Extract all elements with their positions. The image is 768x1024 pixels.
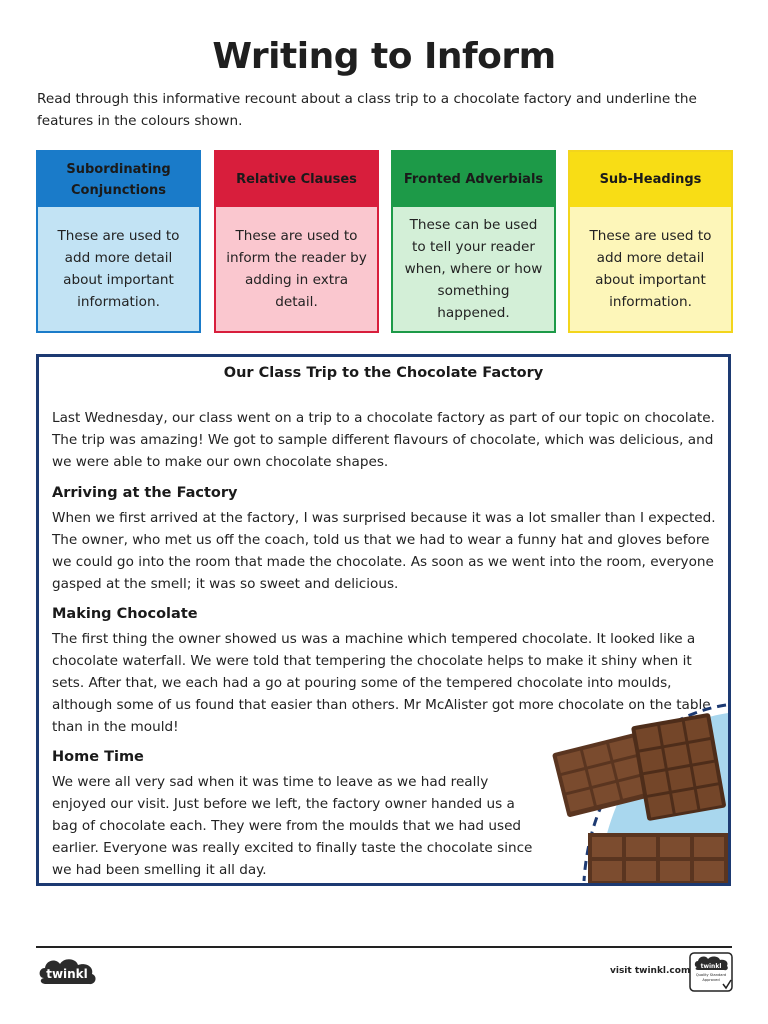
logo-text: twinkl <box>46 967 88 981</box>
subheading-making: Making Chocolate <box>52 606 198 622</box>
feature-key <box>36 150 733 333</box>
recount-intro: Last Wednesday, our class went on a trip to a chocolate factory as part of our topic on chocolate. The trip was amazing! We got to sample different flavours of chocolate, which was delicious, and we were able to make our own chocolate shapes. <box>52 410 715 470</box>
instructions: Read through this informative recount about a class trip to a chocolate factory and underline the features in the colours shown. <box>37 91 697 129</box>
recount-title: Our Class Trip to the Chocolate Factory <box>223 365 544 381</box>
footer-divider <box>36 946 732 948</box>
subheading-home-time: Home Time <box>52 749 144 765</box>
section-making-text: The first thing the owner showed us was a machine which tempered chocolate. It looked like a chocolate waterfall. We were told that tempering the chocolate helps to make it shiny when it sets. After that, we each had a go at pouring some of the tempered chocolate into moulds, although some of us found that easier than others. Mr McAlister got more chocolate on the table than in the mould! <box>52 631 711 735</box>
svg-text:twinkl: twinkl <box>700 963 722 970</box>
key-heading: Subordinating Conjunctions <box>38 152 199 207</box>
key-heading: Sub-Headings <box>570 152 731 207</box>
chocolate-bars-illustration <box>538 703 728 883</box>
key-subordinating-conjunctions <box>36 150 201 333</box>
key-description: These can be used to tell your reader when, where or how something happened. <box>393 207 554 331</box>
section-home-time-text: We were all very sad when it was time to leave as we had really enjoyed our visit. Just before we left, the factory owner handed us a bag of chocolate each. They were from the moulds that we had used earlier. Everyone was really excited to finally taste the chocolate since we had been smelling it all day. <box>52 774 533 878</box>
twinkl-logo <box>36 954 100 988</box>
key-heading: Fronted Adverbials <box>393 152 554 207</box>
page-title: Writing to Inform <box>212 36 556 77</box>
key-relative-clauses <box>214 150 379 333</box>
section-arriving-text: When we first arrived at the factory, I was surprised because it was a lot smaller than I expected. The owner, who met us off the coach, told us that we had to wear a funny hat and gloves before we could go into the room that made the chocolate. As soon as we went into the room, everyone gasped at the smell; it was so sweet and delicious. <box>52 510 716 592</box>
key-description: These are used to add more detail about important information. <box>570 207 731 331</box>
key-heading: Relative Clauses <box>216 152 377 207</box>
quality-badge <box>689 952 733 992</box>
subheading-arriving: Arriving at the Factory <box>52 485 238 501</box>
recount-panel <box>36 354 731 886</box>
badge-text: Quality Standard Approved <box>695 973 727 982</box>
key-description: These are used to inform the reader by adding in extra detail. <box>216 207 377 331</box>
key-fronted-adverbials <box>391 150 556 333</box>
key-sub-headings <box>568 150 733 333</box>
visit-link[interactable]: visit twinkl.com <box>610 966 691 976</box>
key-description: These are used to add more detail about important information. <box>38 207 199 331</box>
